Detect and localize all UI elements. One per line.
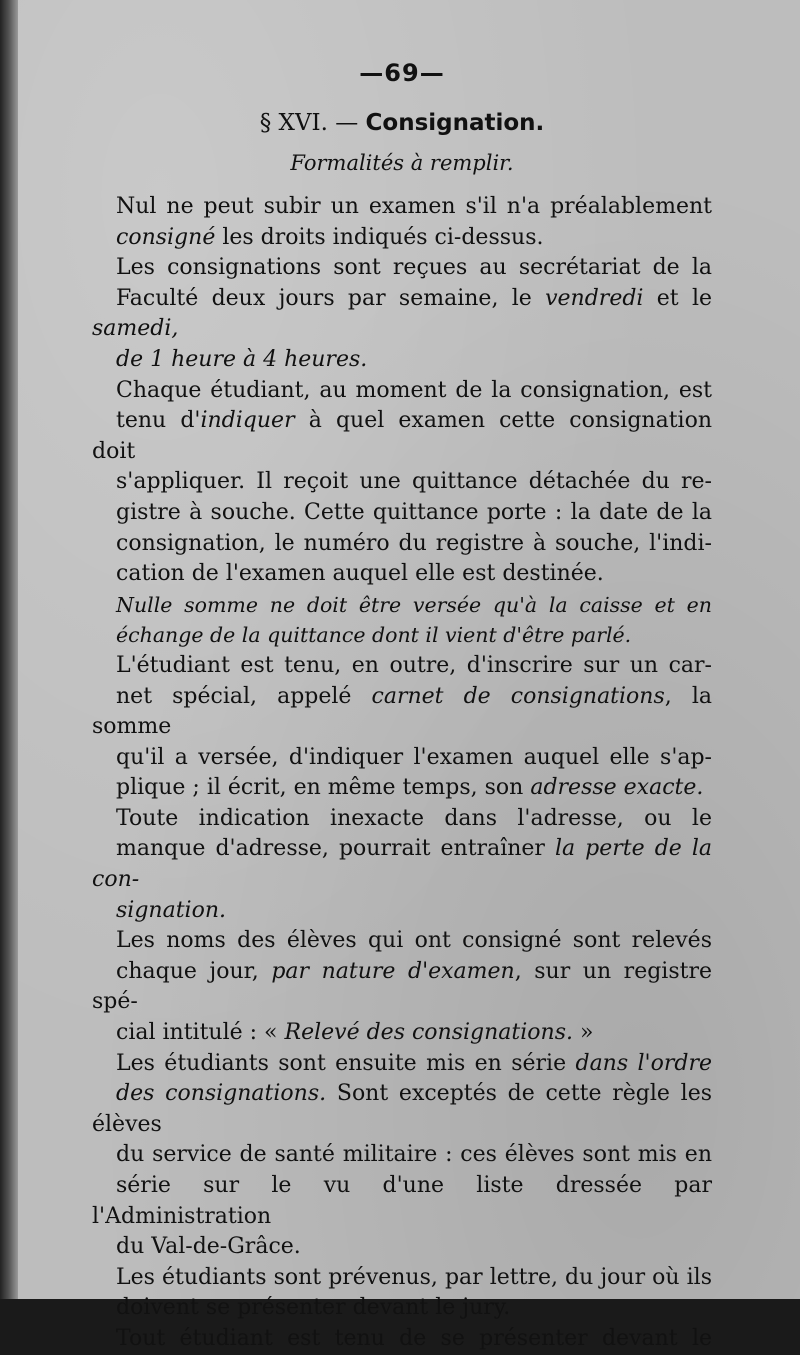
section-subtitle: Formalités à remplir. [290,151,514,175]
text-line: Les étudiants sont prévenus, par lettre, du jour où ils [116,1264,712,1290]
text-line [92,773,712,804]
text-line: du service de santé militaire : ces élèves sont mis en [116,1142,712,1168]
text-run: , sur un registre spé- [92,958,713,1015]
emphasis: par nature d'examen [271,958,515,984]
text-line [92,223,712,254]
paragraph-4-note [92,590,712,651]
section-title [92,108,712,138]
paragraph-8 [92,1049,712,1263]
text-line: doivent se présenter devant le jury. [116,1295,511,1321]
text-line: cation de l'examen auquel elle est destinée. [116,561,604,587]
text-line: Les noms des élèves qui ont consigné sont relevés [116,928,712,954]
emphasis: dans l'ordre [575,1050,712,1076]
text-line [92,1079,712,1140]
text-line: L'étudiant est tenu, en outre, d'inscrire sur un car- [116,652,712,678]
paragraph-3 [92,376,712,590]
text-run: chaque jour, [116,958,272,984]
text-line: gistre à souche. Cette quittance porte : la date de la [116,499,712,525]
text-run: tenu d' [116,408,201,434]
text-line: Nulle somme ne doit être versée qu'à la caisse et en [116,592,712,617]
page-number: —69— [359,59,445,87]
paragraph-6 [92,804,712,926]
text-run: » [573,1020,594,1046]
text-line [92,1018,712,1049]
text-line [92,406,712,467]
text-line: qu'il a versée, d'indiquer l'examen auquel elle s'ap- [116,744,712,770]
text-run: , la somme [92,683,712,740]
emphasis: signation. [116,897,226,923]
paragraph-10 [92,1324,712,1355]
emphasis: la perte de la con- [92,836,712,893]
emphasis: consigné [116,224,216,250]
page-text [92,48,712,1355]
text-line: Tout étudiant est tenu de se présenter devant le [116,1325,712,1351]
text-run: net spécial, appelé [116,683,372,709]
emphasis: samedi, [92,316,179,342]
text-run: Les étudiants sont ensuite mis en série [116,1050,576,1076]
text-line: Chaque étudiant, au moment de la consignation, est [116,377,712,403]
page-edge-shadow [0,0,18,1299]
emphasis: Relevé des consignations. [284,1020,573,1046]
text-run: Faculté deux jours par semaine, le [116,285,546,311]
text-run: les droits indiqués ci-dessus. [215,224,544,250]
emphasis: de 1 heure à 4 heures. [116,346,368,372]
text-line [92,1049,712,1080]
text-run: et le [643,285,712,311]
emphasis: adresse exacte. [530,775,704,801]
text-line [92,896,712,927]
text-line: échange de la quittance dont il vient d'être parlé. [116,623,632,648]
text-line: Toute indication inexacte dans l'adresse, ou le [116,805,712,831]
text-run: manque d'adresse, pourrait entraîner [116,836,555,862]
text-run: Sont exceptés de cette règle les élèves [92,1081,713,1137]
text-line: série sur le vu d'une liste dressée par l'Administration [92,1173,712,1229]
paragraph-5 [92,651,712,804]
paragraph-2 [92,253,712,375]
emphasis: indiquer [200,408,295,434]
text-run: cial intitulé : « [116,1020,285,1046]
text-line [92,682,712,743]
text-line: consignation, le numéro du registre à souche, l'indi- [116,530,712,556]
text-run: à quel examen cette consignation doit [92,408,713,464]
text-line: du Val-de-Grâce. [116,1234,301,1260]
emphasis: vendredi [545,285,644,311]
section-title-word: Consignation. [365,110,545,136]
text-line: Les consignations sont reçues au secrétariat de la [116,255,712,281]
text-line [92,834,712,895]
emphasis: carnet de consignations [371,683,665,709]
text-line [92,957,712,1018]
section-title-prefix: § XVI. — [259,110,366,136]
text-run: plique ; il écrit, en même temps, son [116,775,531,801]
text-line: Nul ne peut subir un examen s'il n'a préalablement [116,194,712,219]
paragraph-9 [92,1263,712,1324]
text-line [92,345,712,376]
emphasis: des consignations. [116,1081,327,1107]
text-line: s'appliquer. Il reçoit une quittance détachée du re- [116,469,712,495]
paragraph-7 [92,926,712,1048]
paragraph-1 [92,192,712,253]
text-line [92,284,712,345]
